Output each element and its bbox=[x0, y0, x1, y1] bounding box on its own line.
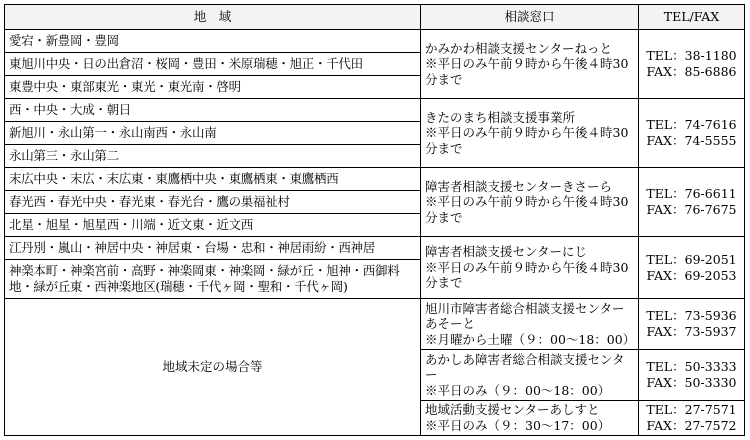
undecided-label: 地域未定の場合等 bbox=[5, 299, 421, 436]
area-cell: 神楽本町・神楽宮前・高野・神楽岡東・神楽岡・緑が丘・旭神・西御料地・緑が丘東・西神楽地区(瑞穂・千代ヶ岡・聖和・千代ヶ岡) bbox=[5, 260, 421, 299]
area-cell: 西・中央・大成・朝日 bbox=[5, 99, 421, 122]
fax-number: FAX：74-5555 bbox=[646, 133, 737, 148]
tel-cell bbox=[639, 99, 745, 168]
header-desk: 相談窓口 bbox=[421, 5, 639, 30]
tel-number: TEL：74-7616 bbox=[646, 117, 737, 133]
area-cell: 東豊中央・東部東光・東光・東光南・啓明 bbox=[5, 76, 421, 99]
desk-cell bbox=[421, 350, 639, 401]
tel-cell bbox=[639, 237, 745, 299]
tel-number: TEL：27-7571 bbox=[646, 402, 737, 418]
tel-cell bbox=[639, 299, 745, 350]
area-cell: 江丹別・嵐山・神居中央・神居東・台場・忠和・神居雨紛・西神居 bbox=[5, 237, 421, 260]
area-cell: 愛宕・新豊岡・豊岡 bbox=[5, 30, 421, 53]
area-cell: 末広中央・末広・末広東・東鷹栖中央・東鷹栖東・東鷹栖西 bbox=[5, 168, 421, 191]
fax-number: FAX：76-7675 bbox=[646, 202, 737, 217]
desk-name: きたのまち相談支援事業所 bbox=[425, 109, 576, 125]
desk-cell bbox=[421, 237, 639, 299]
fax-number: FAX：73-5937 bbox=[646, 324, 737, 339]
desk-hours: ※平日のみ午前９時から午後４時30分まで bbox=[425, 194, 629, 225]
desk-name: 障害者相談支援センターにじ bbox=[425, 244, 588, 260]
desk-cell bbox=[421, 30, 639, 99]
header-tel: TEL/FAX bbox=[639, 5, 745, 30]
fax-number: FAX：85-6886 bbox=[646, 64, 737, 79]
tel-number: TEL：50-3333 bbox=[646, 359, 737, 375]
desk-hours: ※月曜から土曜（９：00〜18：00） bbox=[425, 331, 636, 347]
area-cell: 春光西・春光中央・春光東・春光台・鷹の巣福祉村 bbox=[5, 191, 421, 214]
desk-name: 地域活動支援センターあしすと bbox=[425, 402, 600, 418]
desk-cell bbox=[421, 168, 639, 237]
tel-number: TEL：38-1180 bbox=[646, 48, 737, 64]
table-row bbox=[5, 299, 745, 350]
area-cell: 新旭川・永山第一・永山南西・永山南 bbox=[5, 122, 421, 145]
header-row bbox=[5, 5, 745, 30]
tel-number: TEL：69-2051 bbox=[646, 251, 737, 267]
area-cell: 北星・旭星・旭星西・川端・近文東・近文西 bbox=[5, 214, 421, 237]
desk-cell bbox=[421, 299, 639, 350]
desk-name: かみかわ相談支援センターねっと bbox=[425, 40, 613, 56]
desk-cell bbox=[421, 401, 639, 436]
desk-hours: ※平日のみ（９：00〜18：00） bbox=[425, 382, 611, 398]
table-row bbox=[5, 168, 745, 191]
table-row bbox=[5, 237, 745, 260]
desk-name: 障害者相談支援センターきさーら bbox=[425, 178, 613, 194]
desk-hours: ※平日のみ午前９時から午後４時30分まで bbox=[425, 125, 629, 156]
desk-hours: ※平日のみ（９：30〜17：00） bbox=[425, 418, 611, 433]
tel-cell bbox=[639, 350, 745, 401]
desk-hours: ※平日のみ午前９時から午後４時30分まで bbox=[425, 56, 629, 87]
consultation-table bbox=[4, 4, 745, 436]
desk-hours: ※平日のみ午前９時から午後４時30分まで bbox=[425, 259, 629, 291]
tel-cell bbox=[639, 168, 745, 237]
desk-cell bbox=[421, 99, 639, 168]
tel-number: TEL：73-5936 bbox=[646, 308, 737, 324]
desk-name: あかしあ障害者総合相談支援センター bbox=[425, 351, 625, 383]
tel-cell bbox=[639, 30, 745, 99]
area-cell: 永山第三・永山第二 bbox=[5, 145, 421, 168]
area-cell: 東旭川中央・日の出倉沼・桜岡・豊田・米原瑞穂・旭正・千代田 bbox=[5, 53, 421, 76]
desk-name: 旭川市障害者総合相談支援センターあそーと bbox=[425, 300, 625, 332]
fax-number: FAX：69-2053 bbox=[646, 267, 737, 283]
fax-number: FAX：50-3330 bbox=[646, 375, 737, 390]
tel-cell bbox=[639, 401, 745, 436]
fax-number: FAX：27-7572 bbox=[646, 418, 737, 433]
tel-number: TEL：76-6611 bbox=[646, 186, 737, 202]
table-row bbox=[5, 30, 745, 53]
table-row bbox=[5, 99, 745, 122]
header-area: 地 域 bbox=[5, 5, 421, 30]
